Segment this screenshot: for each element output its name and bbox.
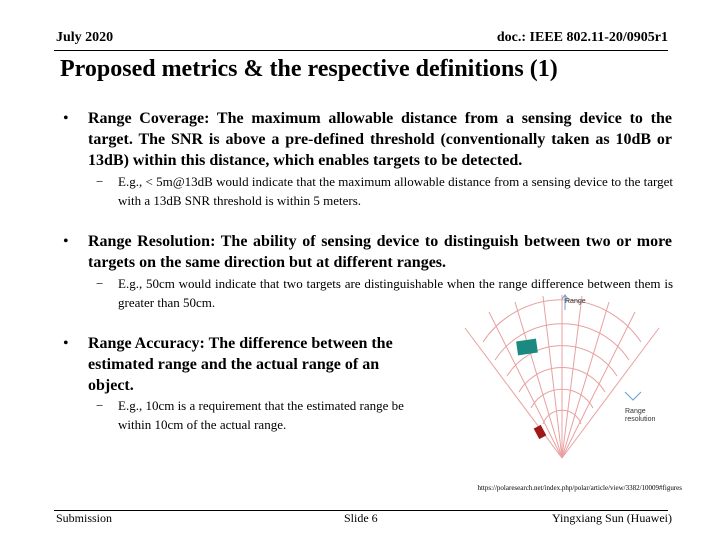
sub-bullet-marker: − [96, 398, 104, 413]
sub-bullet-marker: − [96, 276, 104, 291]
slide-title: Proposed metrics & the respective definitions (1) [60, 56, 558, 82]
bullet-marker: • [63, 335, 69, 352]
range-resolution-figure [455, 290, 675, 470]
sub-bullet-range-resolution-example: E.g., 50cm would indicate that two targets are distinguishable when the range difference between them is greater than 50cm. [118, 276, 673, 310]
header-divider [54, 50, 668, 51]
figure-resolution-label-line2: resolution [625, 416, 656, 423]
bullet-marker: • [63, 110, 69, 127]
footer-slide-number: Slide 6 [344, 511, 378, 525]
header-date: July 2020 [56, 30, 114, 45]
figure-range-label: Range [565, 298, 586, 305]
bullet-range-coverage: Range Coverage: The maximum allowable distance from a sensing device to the target. The SNR is above a pre-defined threshold (conventionally taken as 10dB or 13dB) within this distance, which enables targets to be detected. [88, 110, 672, 169]
resolution-arrow-icon [625, 392, 641, 400]
figure-source-link[interactable]: https://polaresearch.net/index.php/polar/article/view/3382/10009#figures [477, 484, 682, 492]
sub-bullet-range-coverage-example: E.g., < 5m@13dB would indicate that the maximum allowable distance from a sensing device to the target with a 13dB SNR threshold is within 5 meters. [118, 174, 673, 208]
radar-grid [465, 295, 659, 458]
header-doc-id: doc.: IEEE 802.11-20/0905r1 [496, 30, 668, 45]
bullet-range-resolution: Range Resolution: The ability of sensing device to distinguish between two or more targets on the same direction but at different ranges. [88, 233, 672, 271]
target-teal-marker [516, 339, 538, 356]
footer-author: Yingxiang Sun (Huawei) [552, 511, 672, 525]
sub-bullet-marker: − [96, 174, 104, 189]
figure-resolution-label-line1: Range [625, 408, 646, 415]
bullet-marker: • [63, 233, 69, 250]
sub-bullet-range-accuracy-example: E.g., 10cm is a requirement that the estimated range be within 10cm of the actual range. [118, 398, 404, 432]
target-red-marker [534, 425, 547, 439]
footer-submission: Submission [56, 511, 113, 525]
bullet-range-accuracy: Range Accuracy: The difference between the estimated range and the actual range of an object. [88, 335, 393, 394]
